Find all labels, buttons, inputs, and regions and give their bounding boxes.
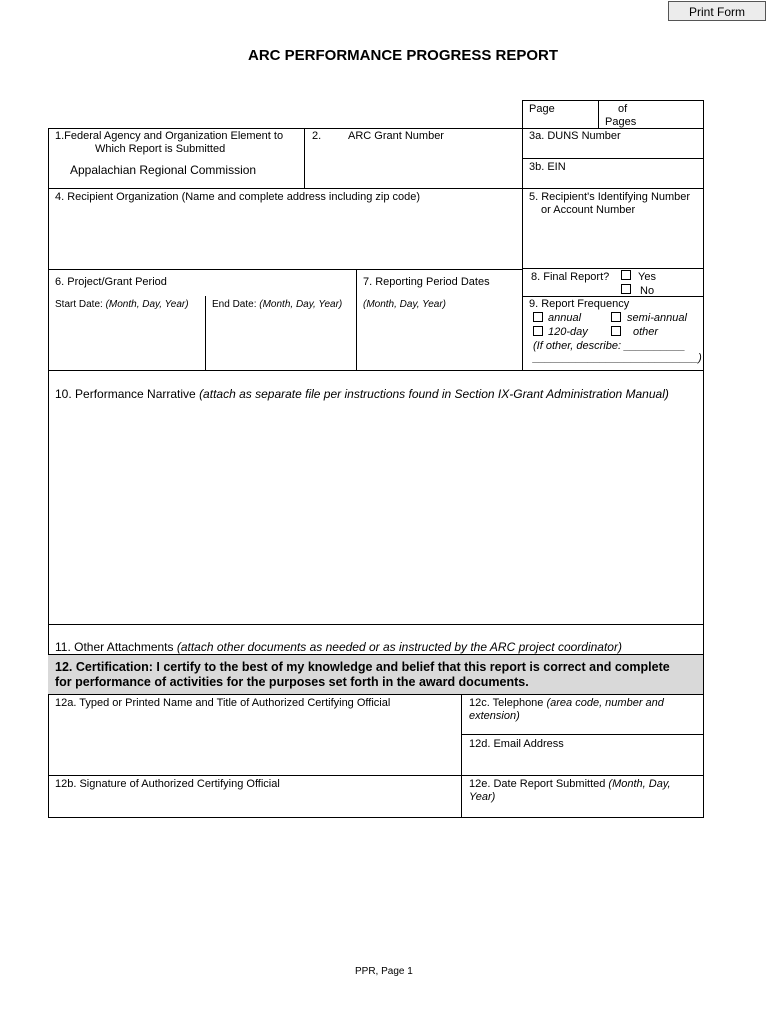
final-report-no-checkbox[interactable] (621, 284, 631, 294)
performance-narrative-label: 10. Performance Narrative (attach as separate file per instructions found in Section IX-Grant Administration Manual) (55, 387, 669, 401)
end-date-label: End Date: (Month, Day, Year) (212, 299, 343, 310)
telephone-label: 12c. Telephone (area code, number and (469, 697, 664, 709)
agency-value[interactable]: Appalachian Regional Commission (70, 163, 257, 177)
semi-annual-checkbox[interactable] (611, 312, 621, 322)
duns-number-label: 3a. DUNS Number (529, 130, 621, 142)
date-submitted-label: 12e. Date Report Submitted (Month, Day, (469, 778, 671, 790)
other-checkbox[interactable] (611, 326, 621, 336)
page-title: ARC PERFORMANCE PROGRESS REPORT (247, 47, 559, 64)
annual-label: annual (548, 312, 582, 324)
field1-label: 1.Federal Agency and Organization Element to (55, 130, 284, 142)
other-describe-line[interactable]: ___________________________) (533, 352, 702, 364)
annual-checkbox[interactable] (533, 312, 543, 322)
ein-label: 3b. EIN (529, 161, 566, 173)
certification-statement: 12. Certification: I certify to the best of my knowledge and belief that this report is correct and complete (55, 660, 670, 674)
project-grant-period-label: 6. Project/Grant Period (55, 276, 167, 288)
pages-label: Pages (605, 116, 637, 128)
final-report-yes-label: Yes (638, 271, 656, 283)
page-footer: PPR, Page 1 (355, 966, 413, 977)
reporting-period-label: 7. Reporting Period Dates (363, 276, 490, 288)
recipient-organization-label: 4. Recipient Organization (Name and complete address including zip code) (55, 191, 421, 203)
certification-statement-line2: for performance of activities for the purposes set forth in the award documents. (55, 675, 529, 689)
date-submitted-hint-line2: Year) (469, 791, 496, 803)
120-day-label: 120-day (548, 326, 588, 338)
report-frequency-label: 9. Report Frequency (529, 298, 630, 310)
print-form-button[interactable]: Print Form (668, 1, 766, 21)
start-date-label: Start Date: (Month, Day, Year) (55, 299, 189, 310)
of-label: of (618, 103, 628, 115)
other-label: other (633, 326, 659, 338)
arc-grant-number-label: ARC Grant Number (348, 130, 444, 142)
recipient-id-label-line2: or Account Number (541, 204, 636, 216)
semi-annual-label: semi-annual (627, 312, 687, 324)
final-report-no-label: No (640, 285, 655, 297)
reporting-period-hint: (Month, Day, Year) (363, 299, 446, 310)
field1-label-line2: Which Report is Submitted (95, 143, 226, 155)
other-describe-label: (If other, describe: __________ (533, 340, 686, 352)
final-report-label: 8. Final Report? (531, 271, 610, 283)
120-day-checkbox[interactable] (533, 326, 543, 336)
email-address-label: 12d. Email Address (469, 738, 564, 750)
other-attachments-label: 11. Other Attachments (attach other documents as needed or as instructed by the ARC project coordinator) (55, 640, 622, 654)
telephone-hint-line2: extension) (469, 710, 520, 722)
page-label: Page (529, 103, 555, 115)
recipient-id-label: 5. Recipient's Identifying Number (529, 191, 691, 203)
certifying-official-name-label: 12a. Typed or Printed Name and Title of Authorized Certifying Official (55, 697, 391, 709)
final-report-yes-checkbox[interactable] (621, 270, 631, 280)
signature-label: 12b. Signature of Authorized Certifying Official (55, 778, 280, 790)
field2-number: 2. (312, 130, 322, 142)
